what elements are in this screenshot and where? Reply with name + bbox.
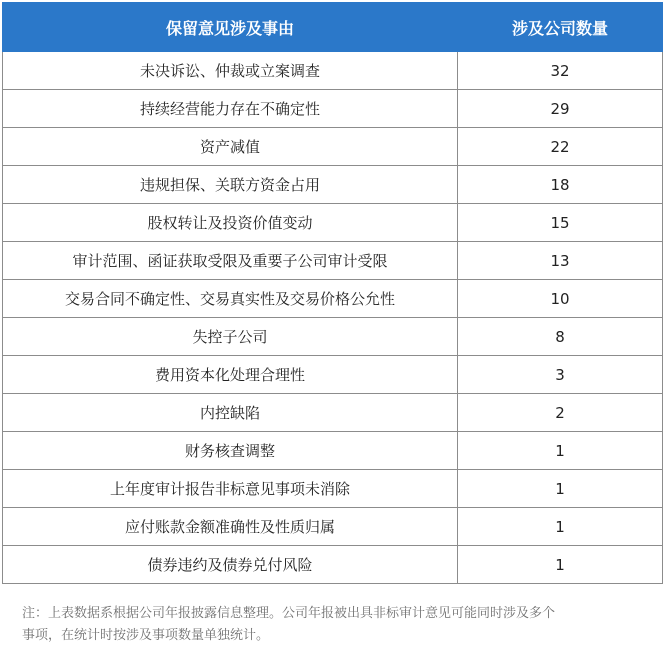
table-row <box>3 166 663 204</box>
count-cell: 1 <box>458 508 663 546</box>
table-row <box>3 432 663 470</box>
count-cell: 1 <box>458 546 663 584</box>
table-row <box>3 318 663 356</box>
count-cell: 1 <box>458 432 663 470</box>
count-cell: 29 <box>458 90 663 128</box>
table-row <box>3 90 663 128</box>
table-row <box>3 394 663 432</box>
table-row <box>3 470 663 508</box>
header-reason: 保留意见涉及事由 <box>3 3 458 52</box>
reason-cell: 上年度审计报告非标意见事项未消除 <box>3 470 458 508</box>
reason-cell: 未决诉讼、仲裁或立案调查 <box>3 52 458 90</box>
table-header-row <box>3 3 663 52</box>
reason-cell: 资产减值 <box>3 128 458 166</box>
reason-cell: 交易合同不确定性、交易真实性及交易价格公允性 <box>3 280 458 318</box>
count-cell: 10 <box>458 280 663 318</box>
count-cell: 1 <box>458 470 663 508</box>
reason-cell: 财务核查调整 <box>3 432 458 470</box>
table-footnote <box>22 603 652 647</box>
reason-cell: 应付账款金额准确性及性质归属 <box>3 508 458 546</box>
count-cell: 18 <box>458 166 663 204</box>
table-row <box>3 242 663 280</box>
table-row <box>3 546 663 584</box>
reason-cell: 失控子公司 <box>3 318 458 356</box>
reason-cell: 持续经营能力存在不确定性 <box>3 90 458 128</box>
count-cell: 3 <box>458 356 663 394</box>
count-cell: 13 <box>458 242 663 280</box>
opinion-reasons-table <box>2 2 663 584</box>
footnote-line-2: 事项，在统计时按涉及事项数量单独统计。 <box>22 628 270 643</box>
count-cell: 8 <box>458 318 663 356</box>
table-row <box>3 280 663 318</box>
table-row <box>3 356 663 394</box>
table-row <box>3 508 663 546</box>
header-count: 涉及公司数量 <box>458 3 663 52</box>
table-row <box>3 52 663 90</box>
reason-cell: 股权转让及投资价值变动 <box>3 204 458 242</box>
reason-cell: 内控缺陷 <box>3 394 458 432</box>
count-cell: 15 <box>458 204 663 242</box>
count-cell: 22 <box>458 128 663 166</box>
reason-cell: 违规担保、关联方资金占用 <box>3 166 458 204</box>
footnote-line-1: 注：上表数据系根据公司年报披露信息整理。公司年报被出具非标审计意见可能同时涉及多个 <box>22 606 556 621</box>
count-cell: 2 <box>458 394 663 432</box>
reason-cell: 债券违约及债券兑付风险 <box>3 546 458 584</box>
reason-cell: 费用资本化处理合理性 <box>3 356 458 394</box>
table-row <box>3 128 663 166</box>
count-cell: 32 <box>458 52 663 90</box>
table-row <box>3 204 663 242</box>
reason-cell: 审计范围、函证获取受限及重要子公司审计受限 <box>3 242 458 280</box>
